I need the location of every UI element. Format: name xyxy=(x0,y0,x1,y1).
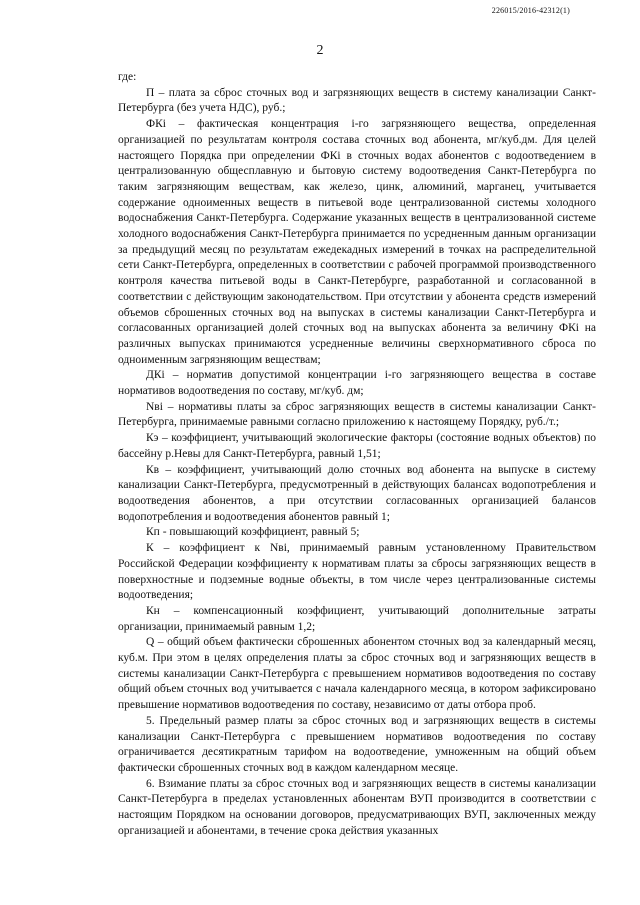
paragraph-fki-definition: ФКi – фактическая концентрация i-го загрязняющего вещества, определенная организацией по результатам контроля состава сточных вод абонента, мг/куб.дм. Для целей настоящего Порядка при определении ФКi в сточных водах абонентов с водоотведением в централизованную общесплавную и бытовую систему водоотведения Санкт-Петербурга по таким загрязняющим веществам, как железо, цинк, алюминий, марганец, учитывается содержание одноименных веществ в питьевой воде централизованной системы холодного водоснабжения Санкт-Петербурга. Содержание указанных веществ в централизованной системе холодного водоснабжения Санкт-Петербурга принимается по усредненным данным организации за предыдущий месяц по результатам ежедекадных измерений в точках на распределительной сети Санкт-Петербурга, определенных в соответствии с рабочей программой производственного контроля качества питьевой воды в Санкт-Петербурге, разработанной и согласованной в соответствии с действующим законодательством. При отсутствии у абонента средств измерений объемов сброшенных сточных вод на выпусках в системы канализации Санкт-Петербурга и согласованных организацией долей сточных вод на выпусках абонента за величину ФКi на различных выпусках принимаются усредненные величины сверхнормативного сброса по одноименным загрязняющим веществам; xyxy=(118,118,596,366)
paragraph-p-definition: П – плата за сброс сточных вод и загрязняющих веществ в систему канализации Санкт-Петербурга (без учета НДС), руб.; xyxy=(118,86,596,115)
document-body xyxy=(118,70,596,839)
paragraph-ke-definition: Кэ – коэффициент, учитывающий экологические факторы (состояние водных объектов) по бассейну р.Невы для Санкт-Петербурга, равный 1,51; xyxy=(118,432,596,460)
page-number: 2 xyxy=(316,43,324,58)
paragraph-nvi-definition: Nві – нормативы платы за сброс загрязняющих веществ в системы канализации Санкт-Петербурга, принимаемые равными согласно приложению к настоящему Порядку, руб./т.; xyxy=(118,400,596,429)
paragraph-section-5: 5. Предельный размер платы за сброс сточных вод и загрязняющих веществ в системы канализации Санкт-Петербурга с превышением нормативов водоотведения по составу ограничивается десятикратным тарифом на водоотведение, умноженным на общий объем фактически сброшенных сточных вод в каждом календарном месяце. xyxy=(118,714,596,774)
paragraph-dki-definition: ДКi – норматив допустимой концентрации i-го загрязняющего вещества в составе нормативов водоотведения по составу, мг/куб. дм; xyxy=(118,369,596,398)
paragraph-q-definition: Q – общий объем фактически сброшенных абонентом сточных вод за календарный месяц, куб.м. При этом в целях определения платы за сброс сточных вод и загрязняющих веществ в системы канализации Санкт-Петербурга с превышением нормативов водоотведения по составу общий объем сточных вод учитывается с начала календарного месяца, в котором зафиксировано превышение нормативов водоотведения по составу, независимо от даты отбора проб. xyxy=(118,636,596,712)
paragraph-kv-definition: Кв – коэффициент, учитывающий долю сточных вод абонента на выпуске в систему канализации Санкт-Петербурга, предусмотренный в действующих балансах водопотребления и водоотведения абонентов, а при отсутствии согласованных организацией балансов водопотребления и водоотведения абонентов равный 1; xyxy=(118,463,596,523)
document-id: 226015/2016-42312(1) xyxy=(491,6,570,15)
paragraph-section-6: 6. Взимание платы за сброс сточных вод и загрязняющих веществ в системы канализации Санкт-Петербурга в пределах установленных абонентам ВУП производится в соответствии с настоящим Порядком на основании договоров, предусматривающих ВУП, заключенных между организацией и абонентами, в течение срока действия указанных xyxy=(118,777,596,837)
paragraph-k-definition: К – коэффициент к Nві, принимаемый равным установленному Правительством Российской Федерации коэффициенту к нормативам платы за сбросы загрязняющих веществ в поверхностные и подземные водные объекты, в том числе через централизованные системы водоотведения; xyxy=(118,542,596,602)
paragraph-kp-definition: Кп - повышающий коэффициент, равный 5; xyxy=(146,526,360,539)
paragraph-where: где: xyxy=(118,71,137,83)
paragraph-kn-definition: Кн – компенсационный коэффициент, учитывающий дополнительные затраты организации, принимаемый равным 1,2; xyxy=(118,604,596,633)
